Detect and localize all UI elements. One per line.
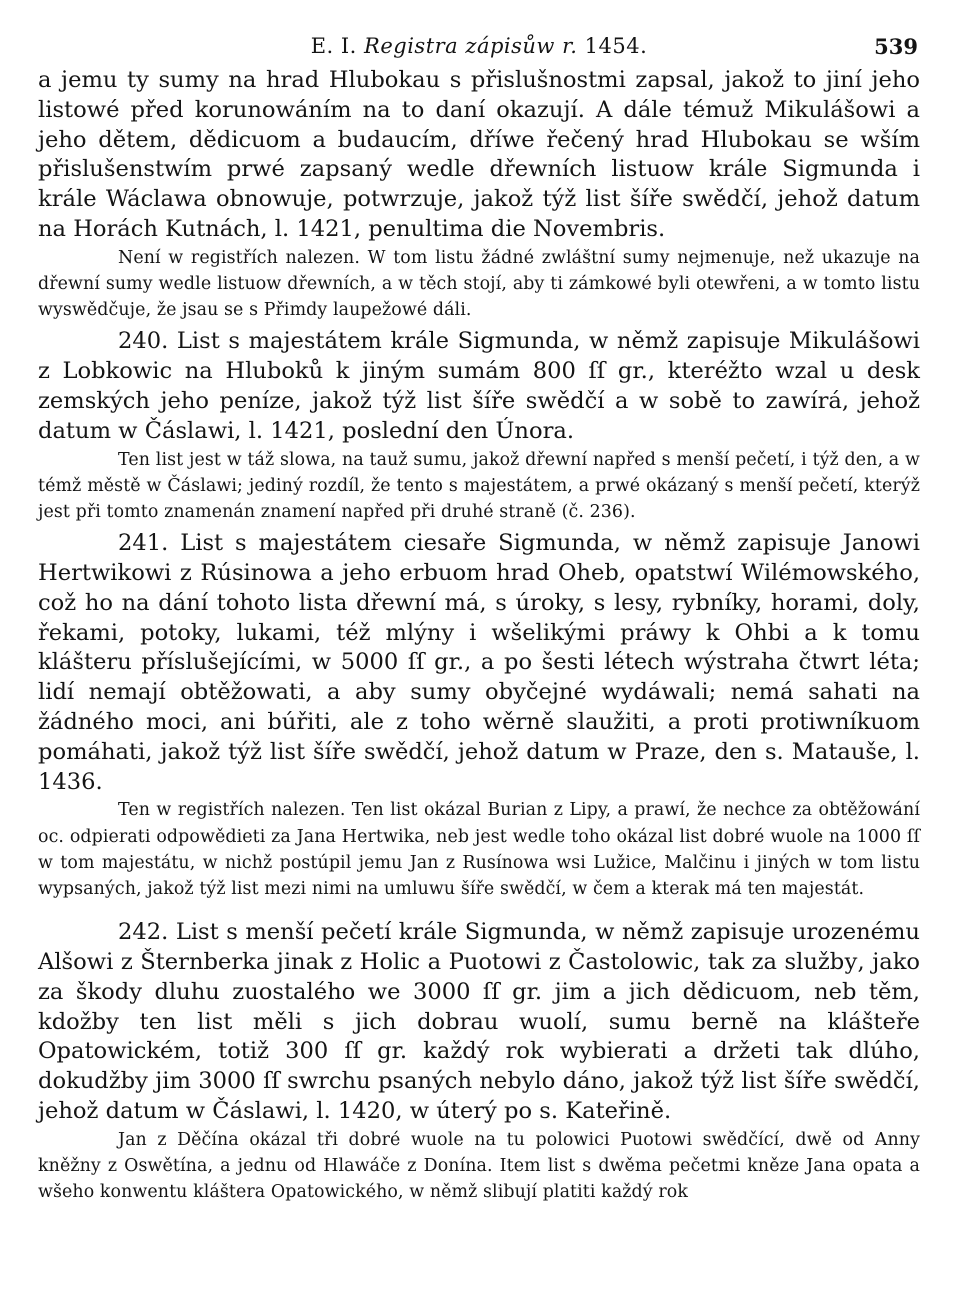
note-241: Ten w registřích nalezen. Ten list okázal Burian z Lipy, a prawí, že nechce za obtěžowání oc. odpierati odpowědieti za Jana Hertwika, neb jest wedle toho okázal list dobré wuole na 1000 ſſ w tom majestátu, w nichž postúpil jemu Jan z Rusínowa wsi Lužice, Malčinu i jiných w tom listu wypsaných, jakož týž list mezi nimi na umluwu šíře swědčí, w čem a kterak má ten majestát. xyxy=(38,800,920,899)
note-intro: Není w registřích nalezen. W tom listu žádné zwláštní sumy nejmenuje, než ukazuje na dřewní sumy wedle listuow dřewních, a w těch stojí, aby ti zámkowé byli otewřeni, a w tomto listu wyswědčuje, že jsau se s Přimdy laupežowé dáli. xyxy=(38,247,920,321)
paragraph-intro: a jemu ty sumy na hrad Hlubokau s přislušnostmi zapsal, jakož to jiní jeho listowé před korunowáním na to daní okazují. A dále témuž Mikulášowi a jeho dětem, dědicuom a budaucím, dříwe řečený hrad Hlubokau se wším přislušenstwím prwé zapsaný wedle dřewních listuow krále Sigmunda i krále Wáclawa obnowuje, potwrzuje, jakož týž list šíře swědčí, jehož datum na Horách Kutnách, l. 1421, penultima die Novembris. xyxy=(38,67,920,242)
document-page xyxy=(38,34,920,1205)
register-year: 1454. xyxy=(584,34,648,58)
page-number: 539 xyxy=(874,34,918,59)
register-title: Registra zápisůw r. xyxy=(364,34,578,58)
running-title xyxy=(38,34,920,58)
section-label: E. I. xyxy=(310,34,357,58)
running-header xyxy=(38,34,920,66)
note-240: Ten list jest w táž slowa, na tauž sumu, jakož dřewní napřed s menší pečetí, i týž den, a w témž městě w Čáslawi; jediný rozdíl, že tento s majestátem, a prwé okázaný s menší pečetí, kterýž jest při tomto znamenán znamení napřed při druhé straně (č. 236). xyxy=(38,449,920,522)
entry-242: 242. List s menší pečetí krále Sigmunda, w němž zapisuje urozenému Alšowi z Šternberka jinak z Holic a Puotowi z Častolowic, tak za službу, jako za škody dluhu zuostalého we 3000 ſſ gr. jim a jich dědicuom, neb těm, kdožby ten list měli s jich dobrau wuolí, sumu berně na klášteře Opatowickém, totiž 300 ſſ gr. každý rok wybierati a držeti tak dlúho, dokudžby jim 3000 ſſ swrchu psaných nebylo dáno, jakož týž list šíře swědčí, jehož datum w Čáslawi, l. 1420, w úterý po s. Kateřině. xyxy=(38,919,920,1124)
note-242: Jan z Děčína okázal tři dobré wuole na tu polowici Puotowi swědčící, dwě od Anny kněžny z Oswětína, a jednu od Hlawáče z Donína. Item list s dwěma pečetmi kněze Jana opata a wšeho konwentu kláštera Opatowického, w němž slibují platiti každý rok xyxy=(38,1129,920,1203)
entry-240: 240. List s majestátem krále Sigmunda, w němž zapisuje Mikulášowi z Lobkowic na Hluboků k jiným sumám 800 ſſ gr., kteréžto wzal u desk zemských jeho peníze, jakož týž list šíře swědčí a w sobě to zawírá, jehož datum w Čáslawi, l. 1421, poslední den Února. xyxy=(38,328,920,444)
entry-241: 241. List s majestátem ciesaře Sigmunda, w němž zapisuje Janowi Hertwikowi z Rúsinowa a jeho erbuom hrad Oheb, opatstwí Wilémowského, což ho na dání tohoto lista dřewní má, s úroky, s lesy, rybníky, horami, doly, řekami, potoky, lukami, též mlýny i wšelikými práwy k Ohbi a k tomu klášteru příslušejícími, w 5000 ſſ gr., a po šesti létech wýstraha čtwrt léta; lidí nemají obtěžowati, a aby sumy obyčejné wydáwali; nemá sahati na žádného moci, ani búřiti, ale z toho wěrně slaužiti, a proti protiwníkuom pomáhati, jakož týž list šíře swědčí, jehož datum w Praze, den s. Matauše, l. 1436. xyxy=(38,530,920,795)
